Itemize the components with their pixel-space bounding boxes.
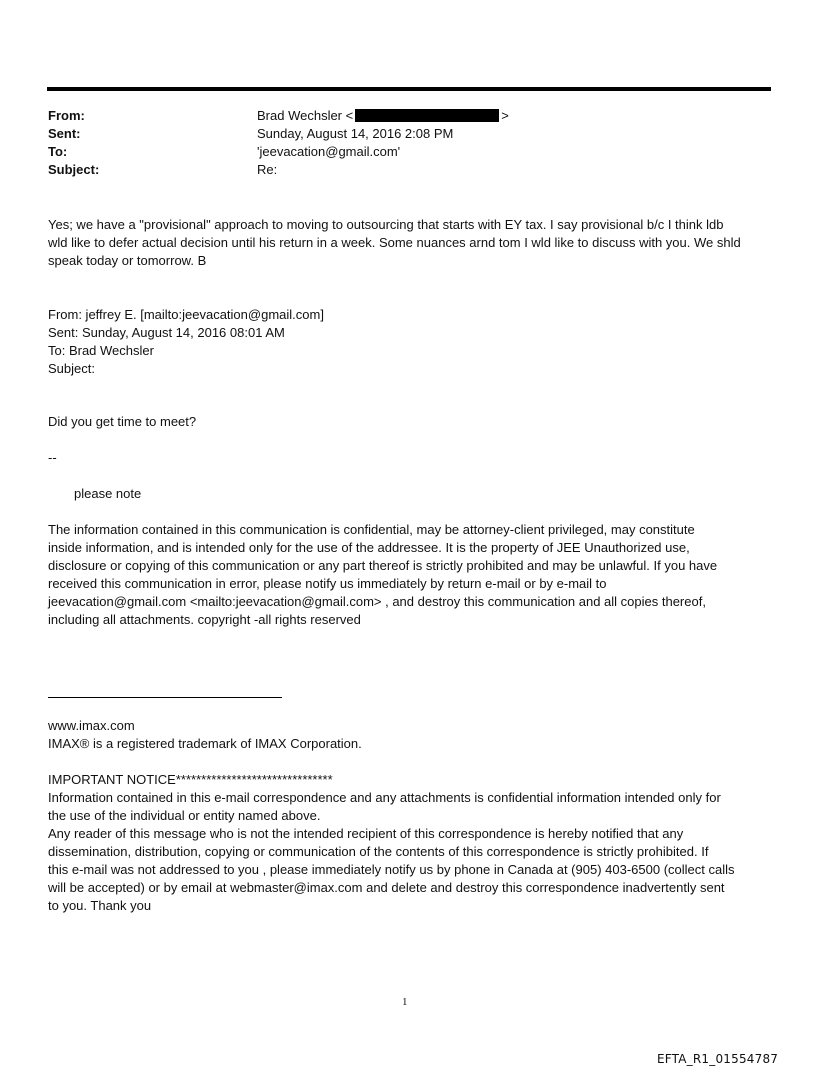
confidentiality-line: jeevacation@gmail.com <mailto:jeevacation@gmail.com> , and destroy this communication and all copies thereof,: [48, 594, 706, 609]
confidentiality-line: disclosure or copying of this communication or any part thereof is strictly prohibited and may be unlawful. If you have: [48, 558, 718, 573]
reply-body: [48, 216, 774, 270]
reply-line: Yes; we have a "provisional" approach to moving to outsourcing that starts with EY tax. I say provisional b/c I think ldb: [48, 217, 724, 232]
notice-line: the use of the individual or entity named above.: [48, 808, 321, 823]
header-divider: [47, 87, 771, 91]
subject-label: Subject:: [48, 162, 100, 177]
reply-line: speak today or tomorrow. B: [48, 253, 207, 268]
quoted-body: [48, 413, 774, 431]
notice-line: dissemination, distribution, copying or communication of the contents of this correspondence is strictly prohibited. If: [48, 844, 709, 859]
quoted-sent: Sent: Sunday, August 14, 2016 08:01 AM: [48, 325, 285, 340]
from-row: [48, 108, 548, 126]
confidentiality-line: inside information, and is intended only for the use of the addressee. It is the property of JEE Unauthorized use,: [48, 540, 690, 555]
footer-separator: [48, 697, 282, 698]
notice-line: will be accepted) or by email at webmaster@imax.com and delete and destroy this correspondence inadvertently sent: [48, 880, 725, 895]
reply-line: wld like to defer actual decision until his return in a week. Some nuances arnd tom I wld like to discuss with you. We shld: [48, 235, 741, 250]
from-name: Brad Wechsler <: [257, 108, 354, 123]
to-label: To:: [48, 144, 68, 159]
quoted-from: From: jeffrey E. [mailto:jeevacation@gmail.com]: [48, 307, 324, 322]
document-id: EFTA_R1_01554787: [657, 1052, 779, 1066]
notice-line: Information contained in this e-mail correspondence and any attachments is confidential information intended only for: [48, 790, 721, 805]
signature-dashes: [48, 449, 774, 467]
please-note-text: please note: [74, 486, 142, 501]
page-number: 1: [402, 996, 408, 1008]
quoted-to: To: Brad Wechsler: [48, 343, 154, 358]
website-link[interactable]: www.imax.com: [48, 718, 135, 733]
imax-footer: [48, 717, 774, 753]
to-value: 'jeevacation@gmail.com': [257, 144, 401, 159]
quoted-subject: Subject:: [48, 361, 95, 376]
from-label: From:: [48, 108, 85, 123]
to-row: [48, 144, 548, 162]
from-value: [257, 108, 509, 123]
confidentiality-line: including all attachments. copyright -all rights reserved: [48, 612, 361, 627]
sent-value: Sunday, August 14, 2016 2:08 PM: [257, 126, 454, 141]
notice-line: this e-mail was not addressed to you , please immediately notify us by phone in Canada at (905) 403-6500 (collect calls: [48, 862, 735, 877]
subject-row: [48, 162, 548, 180]
redaction-box: [355, 109, 499, 122]
confidentiality-line: received this communication in error, please notify us immediately by return e-mail or by e-mail to: [48, 576, 607, 591]
sent-row: [48, 126, 548, 144]
notice-line: to you. Thank you: [48, 898, 152, 913]
subject-value: Re:: [257, 162, 278, 177]
dashes-text: --: [48, 450, 57, 465]
please-note: [74, 485, 800, 503]
notice-line: Any reader of this message who is not the intended recipient of this correspondence is hereby notified that any: [48, 826, 684, 841]
quoted-body-text: Did you get time to meet?: [48, 414, 197, 429]
confidentiality-notice: [48, 521, 774, 629]
trademark-text: IMAX® is a registered trademark of IMAX Corporation.: [48, 736, 362, 751]
quoted-header: [48, 306, 774, 378]
sent-label: Sent:: [48, 126, 81, 141]
important-notice: [48, 771, 774, 915]
from-close: >: [501, 108, 509, 123]
notice-heading: IMPORTANT NOTICE*******************************: [48, 772, 333, 787]
confidentiality-line: The information contained in this communication is confidential, may be attorney-client privileged, may constitute: [48, 522, 695, 537]
